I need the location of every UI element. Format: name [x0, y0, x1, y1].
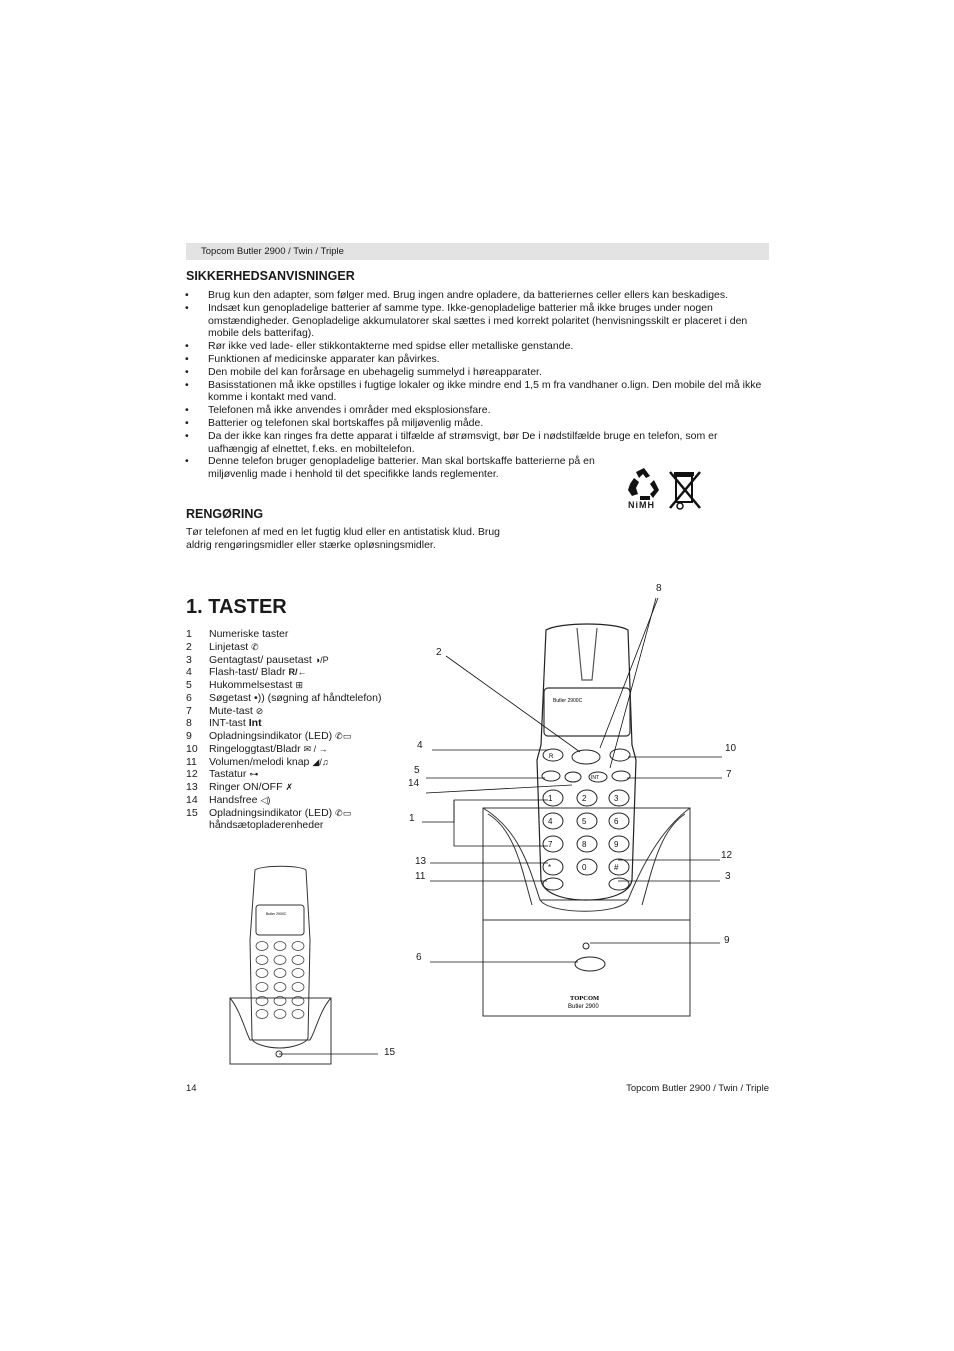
keypad-key[interactable] — [543, 859, 563, 875]
key-label: Handsfree — [209, 793, 258, 806]
key-label: Flash-tast/ Bladr — [209, 666, 286, 679]
key-label: Opladningsindikator (LED) — [209, 806, 333, 819]
keypad — [543, 790, 629, 890]
keypad-key[interactable] — [609, 813, 629, 829]
key-number: 11 — [186, 755, 197, 768]
callout-9: 9 — [724, 935, 730, 946]
key-number: 1 — [186, 628, 192, 640]
keylock-icon: ⊶ — [249, 769, 259, 780]
twin-keypad-key — [256, 1010, 268, 1019]
twin-keypad-key — [256, 956, 268, 965]
redial-pause-icon: ◑/P — [314, 654, 329, 665]
list-item: • Indsæt kun genopladelige batterier af samme type. Ikke-genopladelige batterier må ikke bruges under nogen omstændigheder. Genopladelige akkumulatorer skal sættes i med korrekt polaritet (henvisningsskilt er placeret i den mobile dels batterifag). — [185, 302, 769, 340]
key-number: 15 — [186, 806, 198, 819]
mute-icon: ⊘ — [255, 705, 264, 716]
line-key-icon: ✆ — [251, 641, 259, 652]
volume-key[interactable] — [543, 878, 563, 890]
twin-keypad — [256, 942, 304, 1019]
keypad-key[interactable] — [609, 836, 629, 852]
twin-keypad-key — [274, 969, 286, 978]
keypad-key-label: 4 — [548, 817, 553, 826]
key-label: Hukommelsestast — [209, 679, 293, 691]
twin-keypad-key — [292, 983, 304, 992]
memory-icon: ⊞ — [295, 680, 303, 690]
safety-heading: SIKKERHEDSANVISNINGER — [186, 269, 355, 283]
key-number: 5 — [186, 679, 192, 691]
header-title: Topcom Butler 2900 / Twin / Triple — [201, 246, 344, 257]
keypad-key-label: 9 — [614, 840, 619, 849]
twin-keypad-key — [256, 983, 268, 992]
handsfree-icon: ◁) — [260, 794, 271, 805]
callout-11: 11 — [415, 871, 426, 882]
twin-keypad-key — [292, 942, 304, 951]
page-number: 14 — [186, 1083, 197, 1094]
charging-led-icon: ✆▭ — [335, 731, 352, 741]
key-label: Linjetast — [209, 640, 249, 653]
callout-15: 15 — [384, 1047, 396, 1058]
base-station — [483, 808, 690, 1016]
key-number: 14 — [186, 793, 198, 806]
redial-key[interactable] — [609, 878, 629, 890]
keypad-key-label: 0 — [582, 863, 587, 872]
nimh-label: NiMH — [628, 500, 655, 510]
charge-led — [583, 943, 589, 949]
list-item: • Denne telefon bruger genopladelige batterier. Man skal bortskaffe batterierne på en miljøvenlig made i henhold til det specifikke lands reglementer. — [185, 455, 608, 481]
callout-6: 6 — [416, 952, 422, 963]
list-item: • Brug kun den adapter, som følger med. Brug ingen andre opladere, da batteriernes celler ellers kan beskadiges. — [185, 289, 769, 302]
key-r: R — [549, 754, 554, 760]
small-display-brand: Butler 2900C — [266, 912, 287, 916]
twin-keypad-key — [292, 956, 304, 965]
twin-keypad-key — [256, 942, 268, 951]
key-number: 10 — [186, 742, 198, 755]
list-item: • Rør ikke ved lade- eller stikkontakterne med spidse eller metalliske genstande. — [185, 340, 769, 353]
charging-led-icon: ✆▭ — [335, 807, 352, 818]
list-item: • Da der ikke kan ringes fra dette apparat i tilfælde af strømsvigt, bør De i nødstilfælde bruge en telefon, som er uafhængig af elnettet, f.eks. en mobiltelefon. — [185, 430, 769, 456]
keypad-key-label: # — [614, 863, 619, 872]
footer-title: Topcom Butler 2900 / Twin / Triple — [626, 1083, 769, 1094]
keypad-key[interactable] — [609, 859, 629, 875]
paging-button[interactable] — [575, 957, 605, 971]
key-label: Tastatur — [209, 768, 247, 781]
base-model: Butler 2900 — [568, 1004, 599, 1010]
callout-10: 10 — [725, 743, 737, 754]
twin-unit — [230, 866, 331, 1064]
key-number: 7 — [186, 704, 192, 717]
twin-keypad-key — [274, 942, 286, 951]
keypad-key-label: 7 — [548, 840, 553, 849]
keypad-key-label: 1 — [548, 794, 553, 803]
leader-lines — [279, 598, 722, 1054]
callout-4: 4 — [417, 740, 423, 751]
key-label: INT-tast — [209, 717, 246, 730]
twin-keypad-key — [274, 1010, 286, 1019]
base-brand: TOPCOM — [570, 995, 600, 1002]
ringer-off-icon: ✗ — [285, 782, 294, 792]
key-number: 9 — [186, 730, 192, 742]
keypad-key-label: 6 — [614, 817, 619, 826]
keypad-key-label: 8 — [582, 840, 587, 849]
twin-keypad-key — [292, 969, 304, 978]
callout-13: 13 — [415, 856, 427, 867]
key-label: Volumen/melodi knap — [209, 755, 310, 768]
keypad-key[interactable] — [577, 859, 597, 875]
key-number: 12 — [186, 768, 198, 781]
twin-keypad-key — [292, 1010, 304, 1019]
key-label: Gentagtast/ pausetast — [209, 653, 312, 666]
key-int: INT — [591, 775, 600, 781]
list-item: • Batterier og telefonen skal bortskaffes på miljøvenlig måde. — [185, 417, 769, 430]
key-number: 4 — [186, 666, 192, 679]
keypad-key-label: 3 — [614, 794, 619, 803]
callout-2: 2 — [436, 647, 442, 658]
key-number: 3 — [186, 653, 192, 666]
list-item: • Den mobile del kan forårsage en ubehagelig summelyd i høreapparater. — [185, 366, 769, 379]
key-number: 8 — [186, 717, 192, 730]
callout-7: 7 — [726, 769, 732, 780]
keypad-key[interactable] — [577, 836, 597, 852]
key-label: Søgetast — [209, 691, 252, 704]
callout-14: 14 — [408, 778, 420, 789]
list-item: • Funktionen af medicinske apparater kan påvirkes. — [185, 353, 769, 366]
int-icon: Int — [248, 717, 262, 730]
keypad-key[interactable] — [543, 813, 563, 829]
section-title: 1. TASTER — [186, 596, 287, 618]
keypad-key-label: * — [548, 863, 552, 872]
key-label: Numeriske taster — [209, 628, 289, 640]
cleaning-heading: RENGØRING — [186, 507, 264, 521]
flash-back-icon: R/← — [288, 667, 307, 678]
paging-icon: •)) (søgning af håndtelefon) — [254, 691, 382, 704]
twin-keypad-key — [274, 983, 286, 992]
cleaning-text-line1: Tør telefonen af med en let fugtig klud eller en antistatisk klud. Brug — [186, 526, 501, 538]
callout-1: 1 — [409, 813, 415, 824]
keypad-key[interactable] — [609, 790, 629, 806]
callout-8: 8 — [656, 583, 662, 594]
keypad-key[interactable] — [577, 813, 597, 829]
keypad-key[interactable] — [577, 790, 597, 806]
keypad-key[interactable] — [543, 790, 563, 806]
volume-melody-icon: ◢/♫ — [312, 756, 329, 767]
key-label: Ringeloggtast/Bladr — [209, 742, 301, 755]
callout-12: 12 — [721, 850, 733, 861]
key-label: Mute-tast — [209, 704, 253, 717]
key-number: 6 — [186, 691, 192, 704]
cleaning-text-line2: aldrig rengøringsmidler eller stærke opløsningsmidler. — [186, 539, 436, 552]
keypad-key-label: 5 — [582, 817, 587, 826]
keypad-key[interactable] — [543, 836, 563, 852]
call-log-icon: ✉ / → — [303, 743, 328, 754]
handset-buttons — [542, 749, 630, 782]
callout-5: 5 — [414, 765, 420, 776]
key-number: 2 — [186, 640, 192, 653]
key-number: 13 — [186, 781, 198, 793]
list-item: • Basisstationen må ikke opstilles i fugtige lokaler og ikke mindre end 1,5 m fra vandhaner o.lign. Den mobile del må ikke komme i kontakt med vand. — [185, 379, 769, 405]
key-label: Opladningsindikator (LED) — [209, 730, 333, 742]
key-label: Ringer ON/OFF — [209, 781, 283, 793]
key-label: håndsætopladerenheder — [209, 819, 324, 832]
display-brand: Butler 2900C — [553, 698, 583, 704]
twin-keypad-key — [256, 969, 268, 978]
callout-3: 3 — [725, 871, 731, 882]
list-item: • Telefonen må ikke anvendes i områder med eksplosionsfare. — [185, 404, 769, 417]
keypad-key-label: 2 — [582, 794, 587, 803]
twin-keypad-key — [274, 956, 286, 965]
